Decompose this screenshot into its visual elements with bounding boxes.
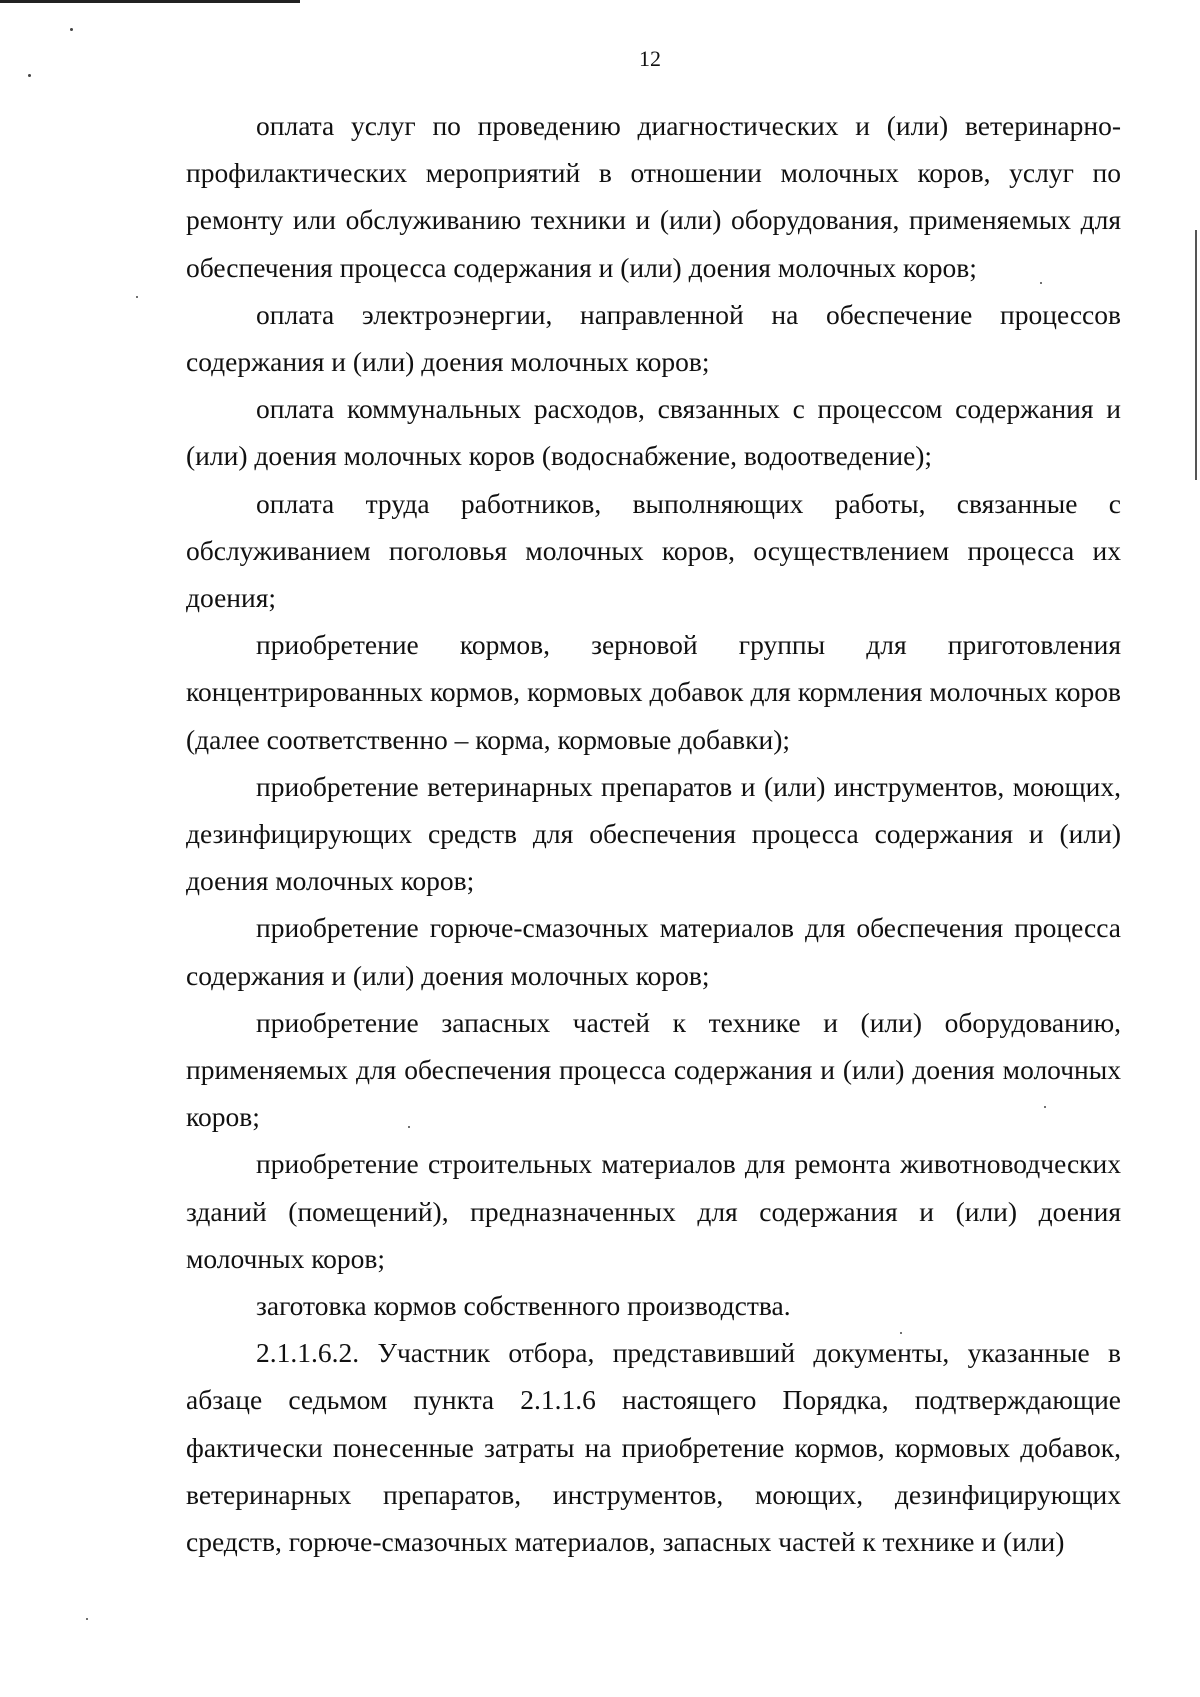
scan-speck	[28, 74, 31, 77]
paragraph: оплата услуг по проведению диагностических и (или) ветеринарно-профилактических мероприятий в отношении молочных коров, услуг по ремонту или обслуживанию техники и (или) оборудования, применяемых для обеспечения процесса содержания и (или) доения молочных коров;	[186, 110, 1121, 283]
paragraph: заготовка кормов собственного производства.	[256, 1290, 791, 1322]
top-edge-rule	[0, 0, 300, 3]
paragraph: оплата электроэнергии, направленной на обеспечение процессов содержания и (или) доения молочных коров;	[186, 298, 1121, 378]
page-number: 12	[639, 46, 661, 71]
paragraph: оплата труда работников, выполняющих работы, связанные с обслуживанием поголовья молочных коров, осуществлением процесса их доения;	[186, 487, 1121, 614]
paragraph: приобретение строительных материалов для ремонта животноводческих зданий (помещений), предназначенных для содержания и (или) доения молочных коров;	[186, 1148, 1121, 1274]
paragraph: приобретение ветеринарных препаратов и (или) инструментов, моющих, дезинфицирующих средств для обеспечения процесса содержания и (или) доения молочных коров;	[186, 770, 1121, 897]
right-edge-rule	[1195, 230, 1197, 480]
paragraph: приобретение запасных частей к технике и (или) оборудованию, применяемых для обеспечения процесса содержания и (или) доения молочных коров;	[186, 1006, 1121, 1133]
scan-speck	[70, 28, 73, 31]
document-body	[186, 102, 1121, 1565]
paragraph: 2.1.1.6.2. Участник отбора, представивший документы, указанные в абзаце седьмом пункта 2.1.1.6 настоящего Порядка, подтверждающие фактически понесенные затраты на приобретение кормов, кормовых добавок, ветеринарных препаратов, инструментов, моющих, дезинфицирующих средств, горюче-смазочных материалов, запасных частей к технике и (или)	[186, 1337, 1121, 1558]
scan-speck	[136, 296, 138, 298]
paragraph: приобретение кормов, зерновой группы для приготовления концентрированных кормов, кормовых добавок для кормления молочных коров (далее соответственно – корма, кормовые добавки);	[186, 629, 1121, 755]
paragraph: оплата коммунальных расходов, связанных с процессом содержания и (или) доения молочных коров (водоснабжение, водоотведение);	[186, 393, 1121, 472]
paragraph: приобретение горюче-смазочных материалов для обеспечения процесса содержания и (или) доения молочных коров;	[186, 912, 1121, 991]
scan-speck	[86, 1618, 88, 1620]
